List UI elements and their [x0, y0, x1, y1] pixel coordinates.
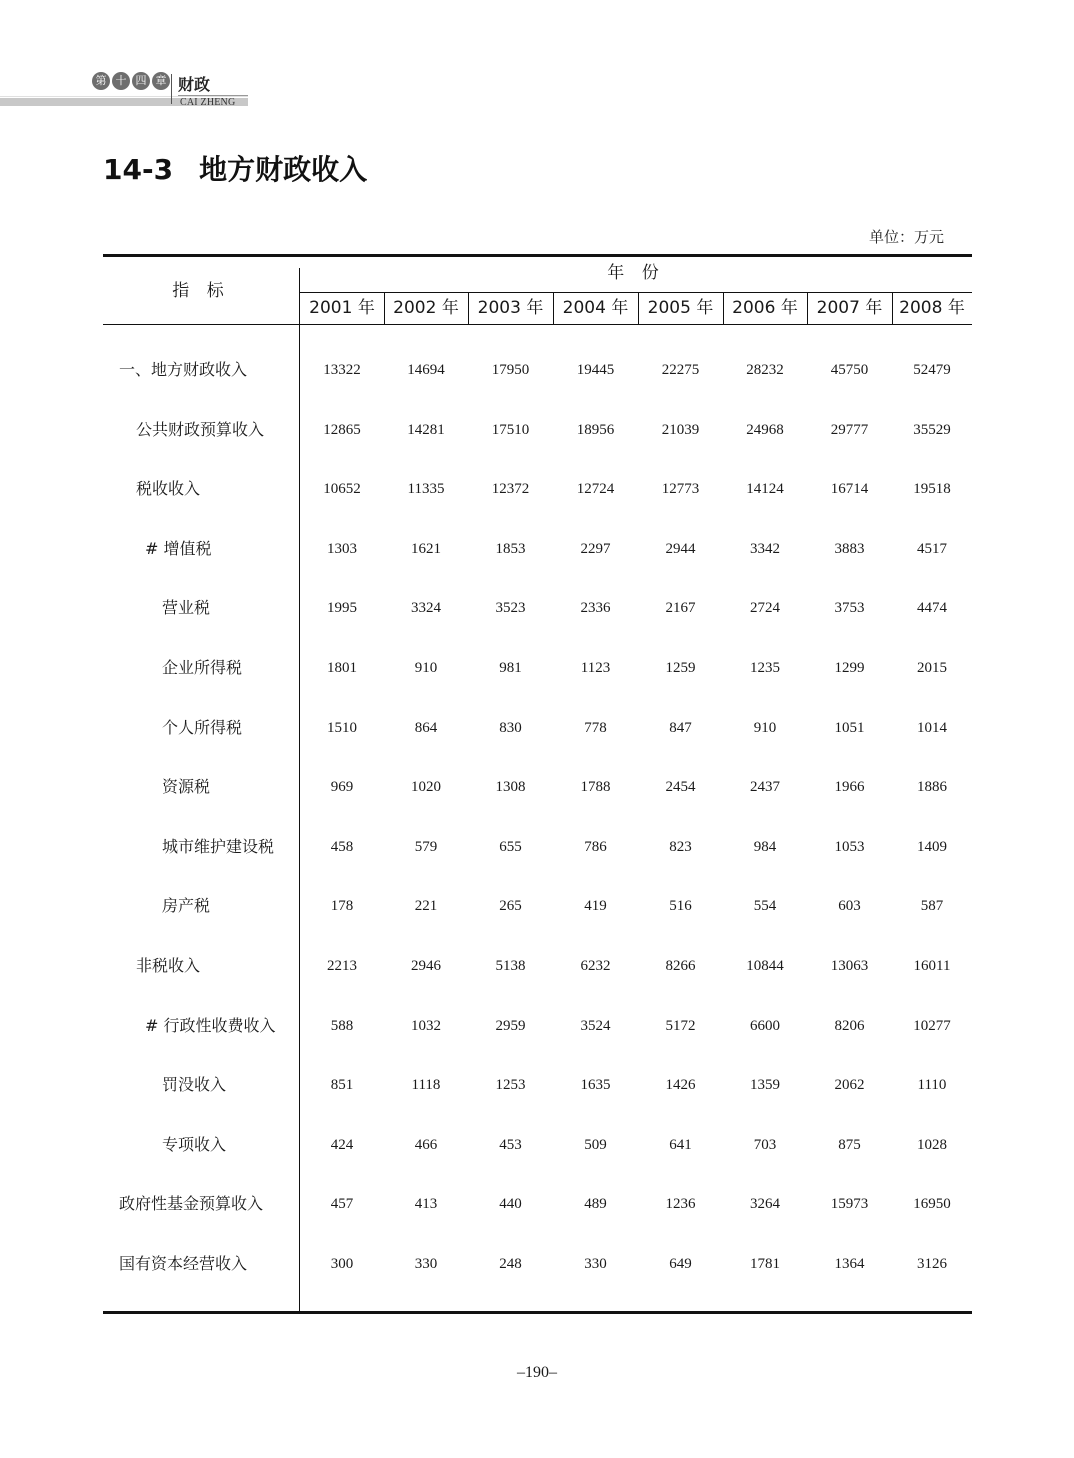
row-label: 公共财政预算收入 [136, 419, 265, 439]
row-label: 营业税 [162, 598, 211, 618]
table-cell: 1299 [834, 660, 865, 676]
table-cell: 3324 [411, 600, 441, 617]
table-cell: 509 [584, 1136, 607, 1153]
table-cell: 178 [330, 898, 354, 915]
table-cell: 3523 [495, 600, 526, 617]
table-cell: 1308 [495, 779, 526, 796]
chapter-char: 十 [112, 72, 130, 90]
table-cell: 300 [330, 1256, 354, 1272]
table-cell: 969 [330, 779, 354, 796]
table-row [103, 1189, 972, 1219]
table-cell: 1788 [580, 779, 611, 796]
table-row [103, 1249, 972, 1279]
table-cell: 35529 [913, 421, 951, 438]
table-cell: 3126 [917, 1256, 947, 1272]
table-cell: 2062 [834, 1077, 865, 1094]
table-cell: 5138 [495, 958, 526, 974]
chapter-badge [92, 72, 170, 90]
table-cell: 10844 [746, 958, 784, 974]
table-cell: 18956 [576, 421, 615, 438]
table-row [103, 415, 972, 445]
table-cell: 1259 [665, 660, 696, 676]
table-cell: 2213 [327, 958, 357, 974]
page-number: –190– [517, 1364, 557, 1381]
table-cell: 13063 [830, 958, 869, 974]
table-cell: 45750 [830, 362, 869, 378]
page-title [103, 148, 367, 188]
table-cell: 3342 [750, 540, 780, 557]
table-cell: 1966 [834, 779, 865, 796]
table-cell: 330 [584, 1256, 607, 1272]
table-row [103, 355, 972, 385]
table-cell: 1053 [834, 838, 865, 855]
table-cell: 16011 [913, 958, 951, 974]
chapter-subtitle-rule [178, 95, 248, 96]
table-cell: 11335 [407, 481, 445, 498]
table-cell: 14124 [746, 481, 784, 498]
table-cell: 851 [330, 1077, 354, 1094]
table-cell: 981 [499, 660, 522, 676]
table-cell: 1110 [917, 1077, 947, 1094]
row-label: 个人所得税 [162, 717, 243, 737]
table-cell: 579 [414, 838, 438, 855]
row-label: 一、地方财政收入 [119, 360, 248, 379]
table-cell: 2015 [917, 660, 947, 676]
table-cell: 458 [330, 838, 354, 855]
row-label: 罚没收入 [162, 1075, 227, 1095]
row-label: 专项收入 [162, 1134, 227, 1154]
table-cell: 330 [414, 1256, 438, 1272]
table-cell: 2944 [665, 540, 696, 557]
table-cell: 1801 [327, 660, 357, 676]
row-label: 国有资本经营收入 [119, 1254, 248, 1273]
chapter-char: 章 [152, 72, 170, 90]
year-column-divider [892, 292, 893, 324]
table-cell: 6232 [580, 958, 611, 974]
row-label: 政府性基金预算收入 [119, 1194, 264, 1214]
table-cell: 1014 [917, 719, 947, 736]
row-label: # 增值税 [145, 538, 212, 558]
header-divider [171, 74, 172, 104]
table-top-rule [103, 254, 972, 257]
table-number: 14-3 [103, 153, 174, 186]
table-cell: 1359 [750, 1077, 780, 1094]
table-cell: 649 [669, 1256, 692, 1272]
table-row [103, 951, 972, 981]
table-cell: 587 [920, 898, 944, 915]
table-cell: 823 [669, 838, 692, 855]
table-row [103, 1130, 972, 1160]
year-column-divider [468, 292, 469, 324]
chapter-title: 财政 [178, 75, 211, 94]
table-cell: 4474 [917, 600, 947, 617]
table-row [103, 534, 972, 564]
table-cell: 2454 [665, 779, 696, 796]
table-cell: 864 [414, 719, 438, 736]
table-row [103, 474, 972, 504]
table-cell: 8266 [665, 958, 696, 974]
table-cell: 1886 [917, 779, 947, 796]
table-cell: 19518 [913, 481, 951, 498]
year-column-divider [553, 292, 554, 324]
row-label: 城市维护建设税 [162, 836, 275, 856]
year-column-divider [723, 292, 724, 324]
table-cell: 17510 [491, 421, 530, 438]
table-cell: 13322 [323, 362, 361, 378]
year-header: 2002 年 [393, 298, 459, 318]
revenue-table [103, 254, 972, 1314]
table-cell: 910 [414, 660, 438, 676]
year-header: 2007 年 [816, 298, 883, 318]
year-column-divider [807, 292, 808, 324]
table-cell: 984 [753, 838, 777, 855]
table-cell: 1235 [750, 660, 780, 676]
table-cell: 14281 [407, 421, 445, 438]
table-cell: 21039 [661, 421, 700, 438]
table-cell: 1426 [665, 1077, 696, 1094]
table-cell: 2437 [750, 779, 780, 796]
table-cell: 1853 [495, 540, 526, 557]
table-cell: 265 [499, 898, 522, 915]
table-cell: 1995 [327, 600, 357, 617]
table-cell: 3883 [834, 540, 865, 557]
table-cell: 1020 [411, 779, 441, 796]
table-cell: 875 [838, 1136, 861, 1153]
stub-header: 指 标 [172, 281, 230, 301]
table-cell: 24968 [746, 421, 784, 438]
table-cell: 12773 [661, 481, 700, 498]
table-cell: 516 [669, 898, 692, 915]
table-row [103, 593, 972, 623]
table-cell: 29777 [830, 421, 869, 438]
year-header: 2004 年 [562, 298, 629, 318]
table-cell: 1781 [750, 1256, 780, 1272]
table-cell: 15973 [830, 1196, 869, 1213]
table-cell: 2724 [750, 600, 780, 617]
table-cell: 1028 [917, 1136, 947, 1153]
table-cell: 2297 [580, 540, 611, 557]
year-column-divider [384, 292, 385, 324]
table-row [103, 713, 972, 743]
chapter-char: 第 [92, 72, 110, 90]
unit-note: 单位：万元 [868, 228, 944, 246]
table-cell: 603 [838, 898, 861, 915]
year-header: 2003 年 [477, 298, 544, 318]
table-cell: 17950 [491, 362, 530, 378]
table-cell: 655 [499, 838, 522, 855]
table-cell: 466 [414, 1136, 438, 1153]
table-cell: 1635 [580, 1077, 611, 1094]
table-row [103, 653, 972, 683]
table-cell: 1510 [327, 719, 357, 736]
table-cell: 2167 [665, 600, 696, 617]
table-cell: 12865 [323, 421, 361, 438]
table-bottom-rule [103, 1311, 972, 1314]
table-cell: 641 [669, 1136, 692, 1153]
table-cell: 457 [330, 1196, 354, 1213]
table-cell: 19445 [576, 362, 615, 378]
row-label: 房产税 [162, 896, 211, 916]
table-cell: 52479 [913, 362, 951, 378]
table-cell: 1409 [917, 838, 947, 855]
row-label: 非税收入 [136, 956, 201, 975]
year-header: 2005 年 [647, 298, 714, 318]
table-cell: 16714 [830, 481, 869, 498]
table-cell: 778 [584, 719, 607, 736]
table-cell: 489 [584, 1196, 607, 1213]
year-header: 2008 年 [899, 298, 965, 318]
chapter-char: 四 [132, 72, 150, 90]
table-cell: 14694 [407, 362, 445, 378]
row-label: 税收收入 [136, 479, 201, 499]
year-column-divider [638, 292, 639, 324]
table-cell: 5172 [665, 1017, 696, 1034]
table-cell: 847 [669, 719, 692, 736]
table-cell: 440 [499, 1196, 522, 1213]
table-cell: 248 [499, 1256, 522, 1272]
table-cell: 786 [584, 838, 607, 855]
table-cell: 1236 [665, 1196, 696, 1213]
table-cell: 12724 [576, 481, 615, 498]
year-header: 2006 年 [732, 298, 798, 318]
table-cell: 22275 [661, 362, 700, 378]
table-cell: 1303 [327, 540, 357, 557]
chapter-subtitle: CAI ZHENG [180, 97, 236, 108]
table-cell: 413 [414, 1196, 438, 1213]
table-cell: 1253 [495, 1077, 526, 1094]
table-row [103, 891, 972, 921]
table-cell: 703 [753, 1136, 777, 1153]
table-header-rule [103, 324, 972, 325]
table-cell: 1364 [834, 1256, 865, 1272]
year-header: 2001 年 [309, 298, 375, 318]
row-label: # 行政性收费收入 [145, 1015, 276, 1035]
table-cell: 4517 [917, 540, 947, 557]
table-title: 地方财政收入 [199, 153, 368, 186]
table-cell: 10652 [323, 481, 361, 498]
table-cell: 3524 [580, 1017, 611, 1034]
table-cell: 28232 [746, 362, 784, 378]
table-cell: 16950 [913, 1196, 951, 1213]
table-cell: 830 [499, 719, 522, 736]
table-cell: 2336 [580, 600, 611, 617]
table-cell: 453 [499, 1136, 522, 1153]
table-cell: 3264 [750, 1196, 780, 1213]
table-cell: 554 [753, 898, 777, 915]
table-cell: 10277 [913, 1017, 951, 1034]
table-cell: 2959 [495, 1017, 526, 1034]
table-row [103, 1011, 972, 1041]
table-cell: 588 [330, 1017, 354, 1034]
table-cell: 1051 [834, 719, 865, 736]
year-group-header: 年 份 [607, 263, 665, 283]
table-cell: 221 [414, 898, 438, 915]
table-cell: 12372 [491, 481, 530, 498]
table-cell: 419 [584, 898, 607, 915]
table-row [103, 772, 972, 802]
table-cell: 424 [330, 1136, 354, 1153]
table-row [103, 832, 972, 862]
table-cell: 3753 [834, 600, 865, 617]
row-label: 资源税 [162, 777, 211, 797]
table-cell: 1123 [580, 660, 611, 676]
table-cell: 1118 [411, 1077, 441, 1094]
table-cell: 2946 [411, 958, 441, 974]
table-cell: 8206 [834, 1017, 865, 1034]
table-cell: 910 [753, 719, 777, 736]
table-cell: 6600 [750, 1017, 780, 1034]
table-row [103, 1070, 972, 1100]
table-cell: 1621 [411, 540, 441, 557]
row-label: 企业所得税 [162, 658, 243, 677]
table-cell: 1032 [411, 1017, 441, 1034]
